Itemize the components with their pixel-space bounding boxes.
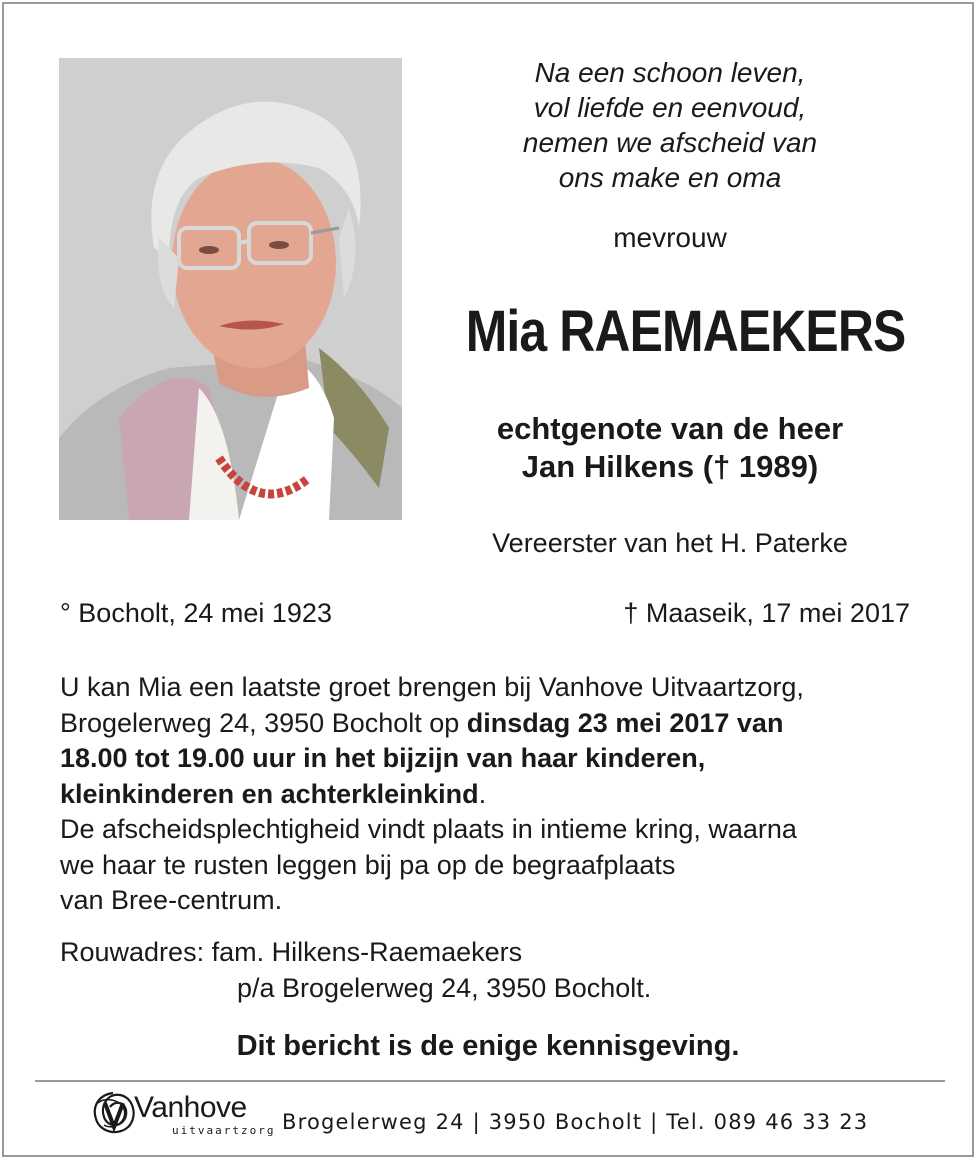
mourning-address — [60, 934, 651, 1006]
logo-name: Vanhove — [134, 1091, 247, 1124]
honorific: mevrouw — [613, 222, 727, 253]
deceased-name: Mia RAEMAEKERS — [465, 299, 906, 364]
birth-info: ° Bocholt, 24 mei 1923 — [60, 598, 332, 628]
visitation-line — [60, 777, 930, 813]
footer-contact: Brogelerweg 24 | 3950 Bocholt | Tel. 089 46 33 23 — [282, 1110, 869, 1134]
footer-divider — [35, 1080, 945, 1082]
logo-subtitle: uitvaartzorg — [172, 1124, 276, 1137]
vanhove-logo — [90, 1089, 276, 1141]
poem-line: ons make en oma — [558, 162, 782, 193]
poem-line: nemen we afscheid van — [522, 127, 818, 158]
poem — [440, 55, 900, 195]
mourning-address-line-2: p/a Brogelerweg 24, 3950 Bocholt. — [237, 973, 652, 1003]
poem-line: Na een schoon leven, — [534, 57, 806, 88]
visitation-line — [60, 706, 930, 742]
vanhove-emblem-icon — [90, 1089, 136, 1139]
notice-text: Dit bericht is de enige kennisgeving. — [236, 1030, 740, 1062]
poem-line: vol liefde en eenvoud, — [533, 92, 807, 123]
visitation-text — [60, 670, 930, 919]
honor-line: Vereerster van het H. Paterke — [492, 528, 848, 558]
visitation-period: . — [478, 778, 487, 809]
visitation-line — [60, 741, 930, 777]
ceremony-line: De afscheidsplechtigheid vindt plaats in intieme kring, waarna — [60, 814, 797, 844]
spouse-line-1: echtgenote van de heer — [496, 411, 844, 446]
visitation-address: Brogelerweg 24, 3950 Bocholt op — [60, 707, 467, 738]
visitation-time: 18.00 tot 19.00 uur in het bijzijn van haar kinderen, — [60, 743, 706, 773]
visitation-family: kleinkinderen en achterkleinkind — [60, 778, 479, 809]
portrait-photo — [59, 58, 402, 520]
death-info: † Maaseik, 17 mei 2017 — [623, 598, 910, 628]
mourning-address-line-1: Rouwadres: fam. Hilkens-Raemaekers — [60, 937, 523, 967]
spouse-line-2: Jan Hilkens († 1989) — [521, 449, 819, 484]
ceremony-line: van Bree-centrum. — [60, 885, 283, 915]
ceremony-line: we haar te rusten leggen bij pa op de begraafplaats — [60, 849, 676, 880]
spouse-info — [430, 410, 910, 486]
visitation-line: U kan Mia een laatste groet brengen bij Vanhove Uitvaartzorg, — [60, 672, 804, 702]
visitation-date: dinsdag 23 mei 2017 van — [466, 707, 784, 738]
